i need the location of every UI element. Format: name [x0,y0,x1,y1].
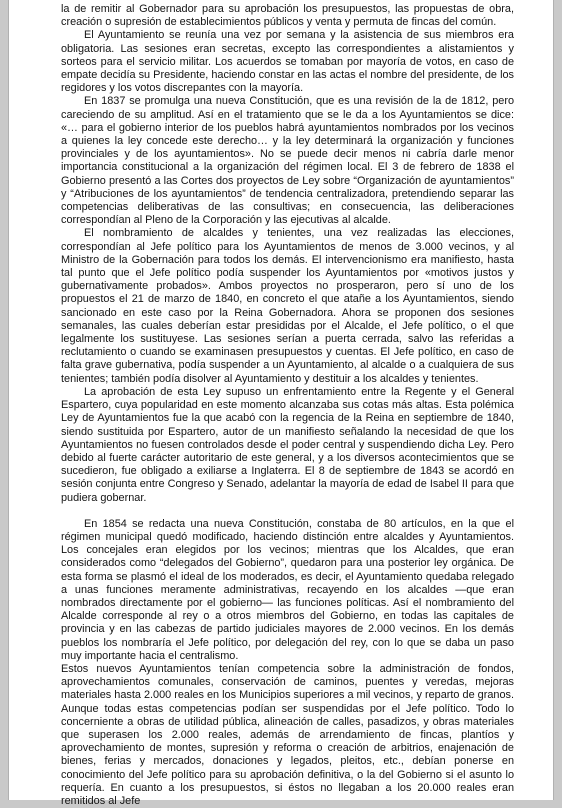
paragraph-1: la de remitir al Gobernador para su aprobación los presupuestos, las propuestas de obra, creación o supresión de establecimientos públicos y venta y permuta de fincas del común. [61,3,514,29]
paragraph-7: Estos nuevos Ayuntamientos tenían competencia sobre la administración de fondos, aprovechamientos comunales, conservación de caminos, puentes y veredas, mejoras materiales hasta 2.000 reales en los Municipios superiores a mil vecinos, y reparto de granos. Aunque todas estas competencias podían ser suspendidas por el Jefe político. Todo lo concerniente a obras de utilidad pública, alineación de calles, pasadizos, y obras materiales que superasen los 2.000 reales, además de arrendamiento de fincas, plantíos y aprovechamiento de montes, supresión y reforma o creación de arbitrios, enajenación de bienes, ferias y mercados, donaciones y legados, pleitos, etc., debían ponerse en conocimiento del Jefe político para su aprobación definitiva, o la del Gobierno si el asunto lo requería. En cuanto a los presupuestos, si éstos no llegaban a los 20.000 reales eran remitidos al Jefe [61,662,514,807]
document-page [8,0,554,807]
paragraph-2: El Ayuntamiento se reunía una vez por semana y la asistencia de sus miembros era obligatoria. Las sesiones eran secretas, excepto las correspondientes a alistamientos y sorteos para el servicio militar. Los acuerdos se tomaban por mayoría de votos, en caso de empate decidía su Presidente, haciendo constar en las actas el nombre del presidente, de los regidores y los votos discrepantes con la mayoría. [61,29,514,95]
document-body [61,3,514,808]
paragraph-6: En 1854 se redacta una nueva Constitución, constaba de 80 artículos, en la que el régimen municipal quedó modificado, haciendo distinción entre alcaldes y Ayuntamientos. Los concejales eran elegidos por los vecinos; mientras que los Alcaldes, que eran considerados como “delegados del Gobierno”, quedaron para una posterior ley orgánica. De esta forma se plasmó el ideal de los moderados, es decir, el Ayuntamiento quedaba relegado a unas funciones meramente administrativas, recayendo en los alcaldes —que eran nombrados directamente por el gobierno— las funciones políticas. Así el nombramiento del Alcalde corresponde al rey o a otros miembros del Gobierno, en todas las capitales de provincia y en las cabezas de partido judiciales mayores de 2.000 vecinos. En los demás pueblos los nombraría el Jefe político, por delegación del rey, con lo que se daba un paso muy importante hacia el centralismo. [61,517,514,662]
paragraph-4: El nombramiento de alcaldes y tenientes, una vez realizadas las elecciones, correspondían al Jefe político para los Ayuntamientos de menos de 3.000 vecinos, y al Ministro de la Gobernación para todos los demás. El intervencionismo era manifiesto, hasta tal punto que el Jefe político podía suspender los Ayuntamientos por «motivos justos y gubernativamente probados». Ambos proyectos no prosperaron, pero sí uno de los propuestos el 21 de marzo de 1840, en concreto el que atañe a los Ayuntamientos, siendo sancionado en este caso por la Reina Gobernadora. Ahora se proponen dos sesiones semanales, las cuales deberían estar presididas por el Alcalde, el Jefe político, o el que legalmente los sustituyese. Las sesiones serían a puerta cerrada, salvo las referidas a reclutamiento o cuando se examinasen presupuestos y cuentas. El Jefe político, en caso de falta grave gubernativa, podía suspender a un Ayuntamiento, al alcalde o a cualquiera de sus tenientes; también podía disolver al Ayuntamiento y destituir a los alcaldes y tenientes. [61,227,514,385]
paragraph-3: En 1837 se promulga una nueva Constitución, que es una revisión de la de 1812, pero careciendo de su amplitud. Así en el tratamiento que se le da a los Ayuntamientos se dice: «… para el gobierno interior de los pueblos habrá ayuntamientos nombrados por los vecinos a quienes la ley concede este derecho… y la ley determinará la organización y funciones provinciales y de los ayuntamientos». No se puede decir menos ni cabría darle menor importancia constitucional a la organización del régimen local. El 3 de febrero de 1838 el Gobierno presentó a las Cortes dos proyectos de Ley sobre “Organización de ayuntamientos” y “Atribuciones de los ayuntamientos” de tendencia centralizadora, pretendiendo separar las competencias deliberativas de las consultivas; en consecuencia, las deliberaciones correspondían al Pleno de la Corporación y las ejecutivas al alcalde. [61,95,514,227]
paragraph-5: La aprobación de esta Ley supuso un enfrentamiento entre la Regente y el General Espartero, cuya popularidad en este momento alcanzaba sus cotas más altas. Esta polémica Ley de Ayuntamientos fue la que acabó con la regencia de la Reina en septiembre de 1840, siendo sustituida por Espartero, autor de un manifiesto señalando la necesidad de que los Ayuntamientos no fuesen controlados desde el poder central y suspendiendo dicha Ley. Pero debido al fuerte carácter autoritario de este general, y a los diversos acontecimientos que se sucedieron, fue obligado a exiliarse a Inglaterra. El 8 de septiembre de 1843 se acordó en sesión conjunta entre Congreso y Senado, adelantar la mayoría de edad de Isabel II para que pudiera gobernar. [61,385,514,504]
